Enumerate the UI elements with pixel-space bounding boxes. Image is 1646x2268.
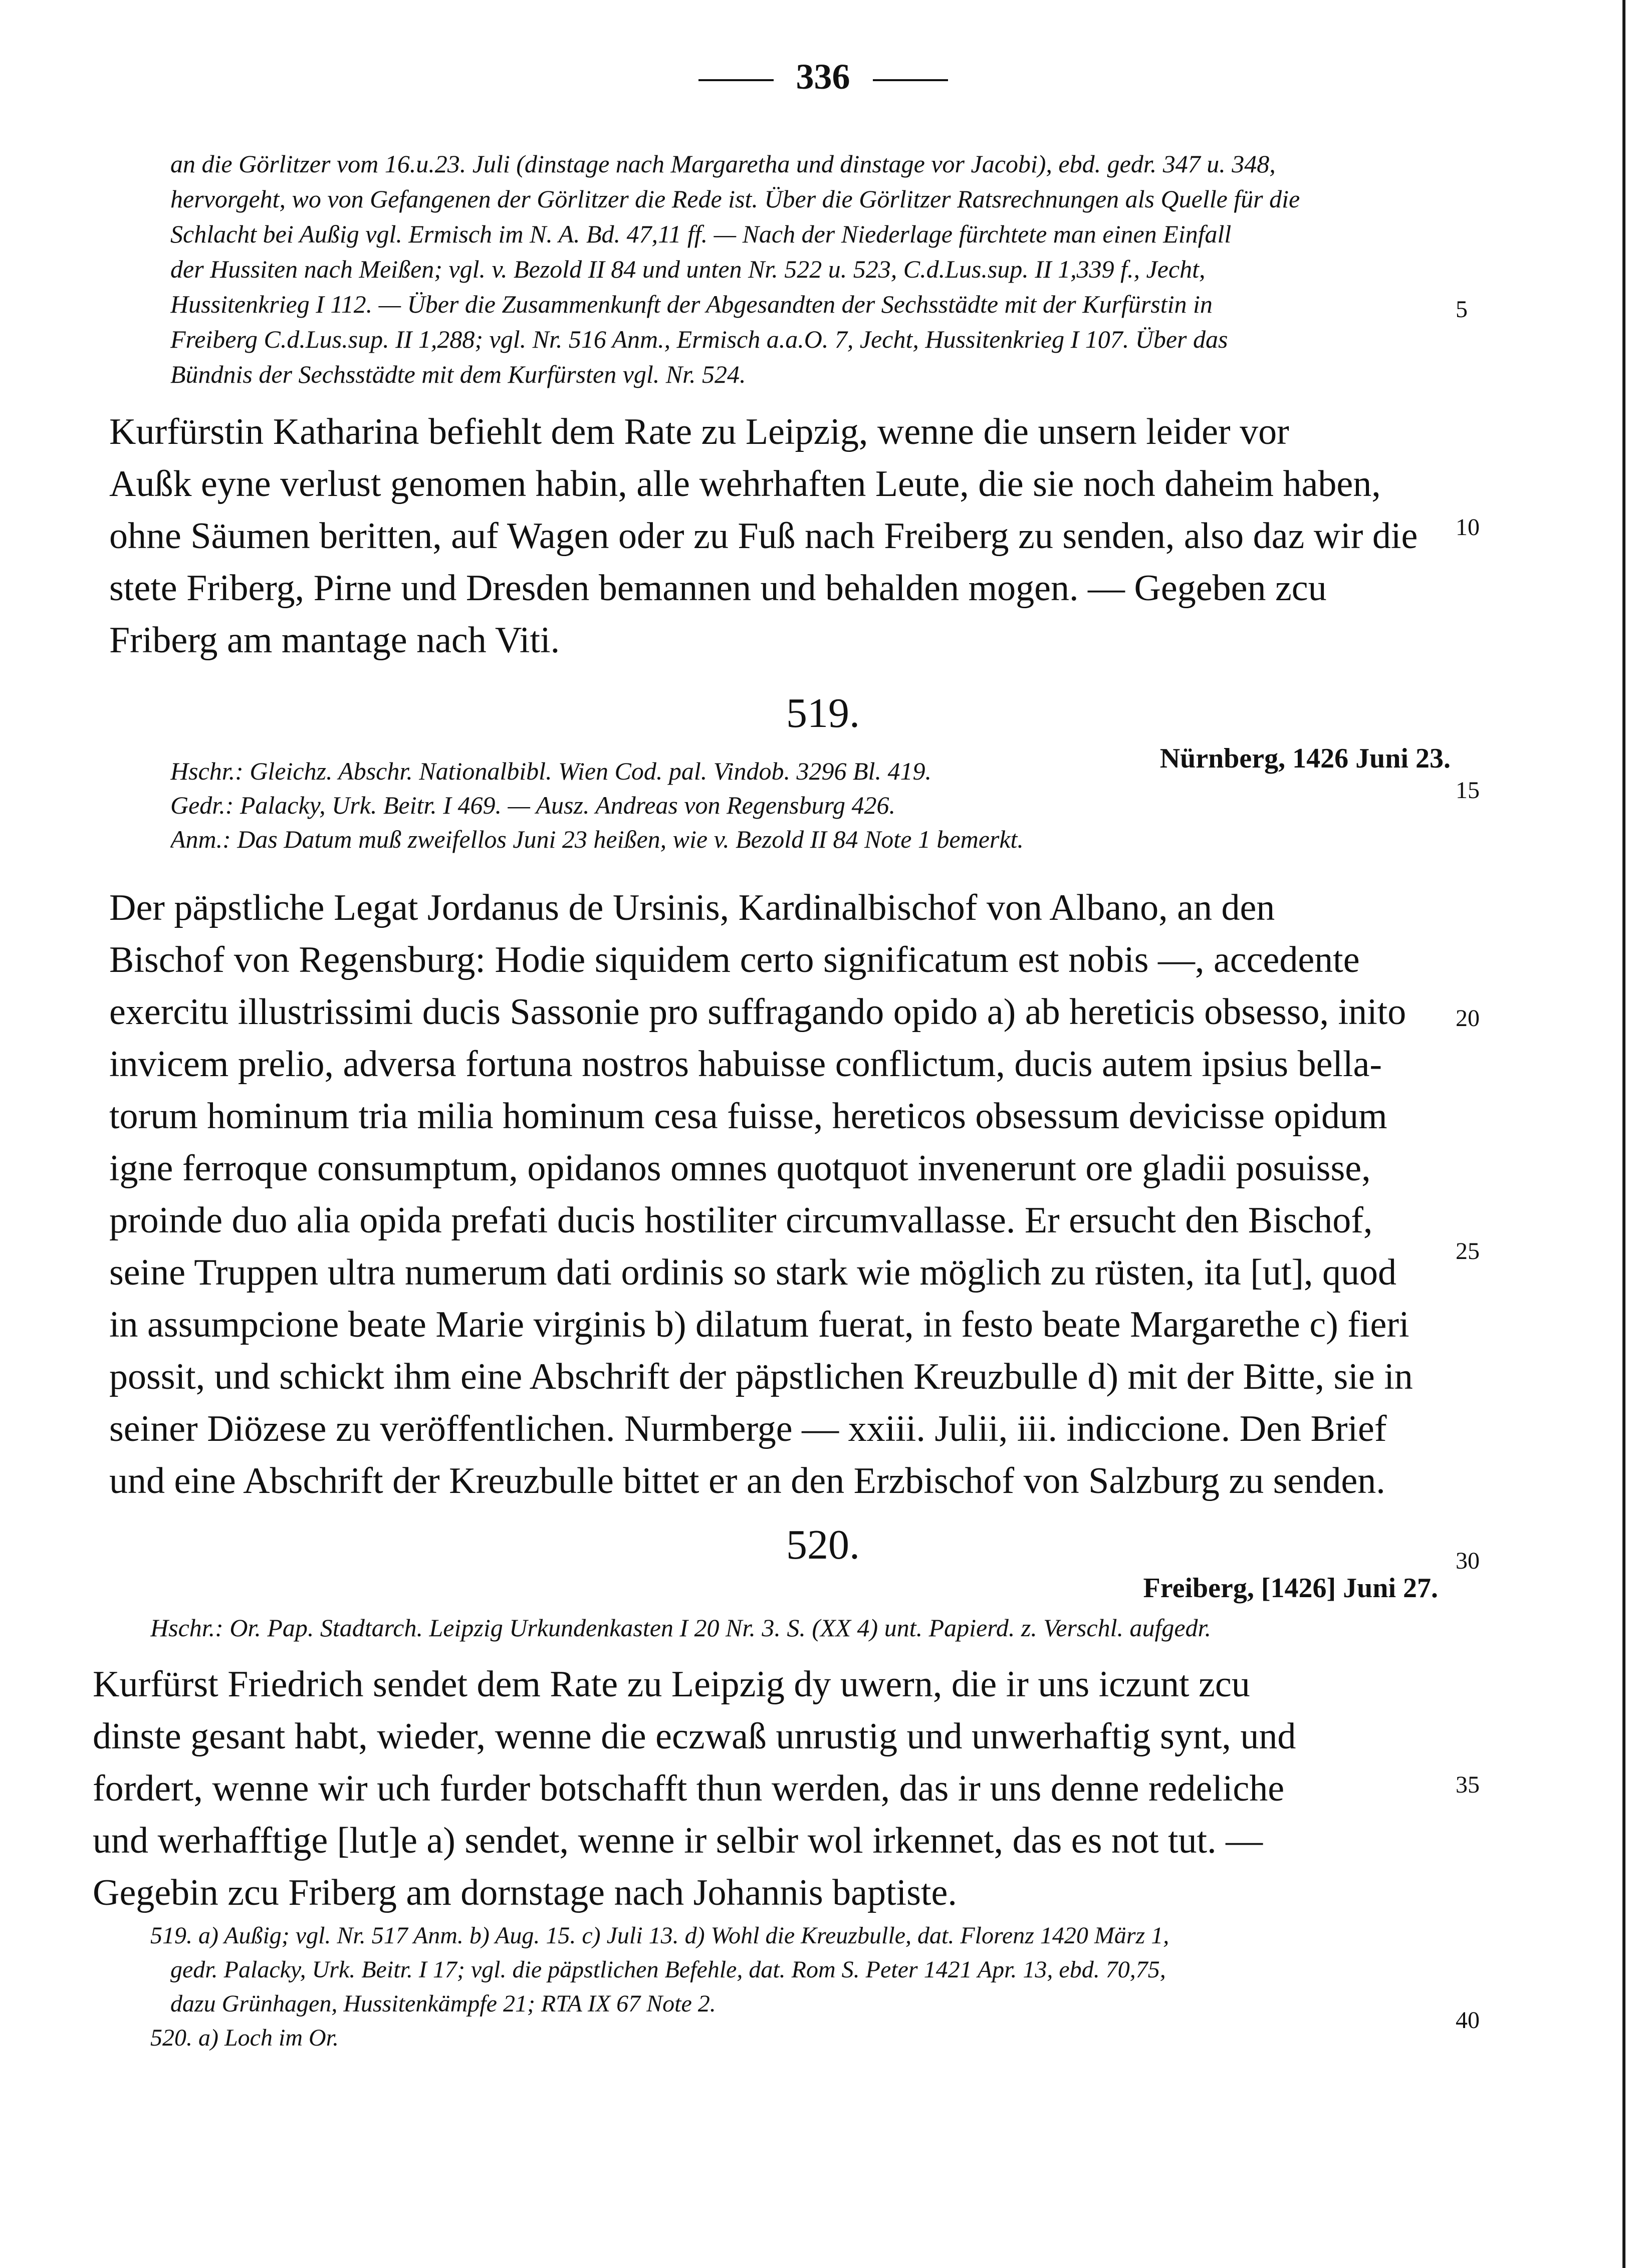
dateline-520: Freiberg, [1426] Juni 27. (1143, 1573, 1438, 1604)
scan-edge (1622, 0, 1625, 2268)
body-519 (109, 882, 1452, 1507)
page-header (0, 56, 1646, 98)
body-line: igne ferroque consumptum, opidanos omnes quotquot invenerunt ore gladii posuisse, (109, 1148, 1371, 1189)
source-meta-519 (170, 754, 1453, 856)
document-number-520: 520. (786, 1522, 860, 1568)
body-line: Kurfürst Friedrich sendet dem Rate zu Leipzig dy uwern, die ir uns iczunt zcu (93, 1664, 1250, 1705)
body-line: proinde duo alia opida prefati ducis hostiliter circumvallasse. Er ersucht den Bischof, (109, 1200, 1373, 1241)
footnote-line: gedr. Palacky, Urk. Beitr. I 17; vgl. die päpstlichen Befehle, dat. Rom S. Peter 1421 Apr. 13, ebd. 70,75, (170, 1956, 1166, 1983)
footnote-line: 519. a) Außig; vgl. Nr. 517 Anm. b) Aug. 15. c) Juli 13. d) Wohl die Kreuzbulle, dat. Florenz 1420 März 1, (150, 1922, 1169, 1949)
footnote-line: 520. a) Loch im Or. (150, 2025, 339, 2051)
intro-body-line: stete Friberg, Pirne und Dresden bemannen und behalden mogen. — Gegeben zcu (109, 568, 1327, 609)
source-meta-520 (150, 1611, 1453, 1645)
body-line: exercitu illustrissimi ducis Sassonie pro suffragando opido a) ab hereticis obsesso, inito (109, 991, 1406, 1033)
margin-line-number: 40 (1456, 2007, 1480, 2034)
header-rule-left (698, 79, 774, 81)
margin-line-number: 10 (1456, 514, 1480, 541)
page-number: 336 (796, 57, 850, 97)
body-line: Gegebin zcu Friberg am dornstage nach Johannis baptiste. (93, 1872, 957, 1913)
intro-body (109, 406, 1452, 666)
intro-body-line: Außk eyne verlust genomen habin, alle wehrhaften Leute, die sie noch daheim haben, (109, 463, 1381, 505)
body-line: seiner Diözese zu veröffentlichen. Nurmberge — xxiii. Julii, iii. indiccione. Den Brief (109, 1408, 1387, 1449)
intro-note-line: hervorgeht, wo von Gefangenen der Görlitzer die Rede ist. Über die Görlitzer Ratsrechnungen als Quelle für die (170, 185, 1300, 213)
margin-line-number: 15 (1456, 777, 1480, 804)
margin-line-number: 5 (1456, 296, 1468, 323)
footnotes (150, 1919, 1453, 2055)
body-line: und werhafftige [lut]e a) sendet, wenne ir selbir wol irkennet, das es not tut. — (93, 1820, 1263, 1861)
intro-note-line: Hussitenkrieg I 112. — Über die Zusammenkunft der Abgesandten der Sechsstädte mit der Kurfürstin in (170, 290, 1213, 318)
header-rule-right (873, 79, 948, 81)
body-line: in assumpcione beate Marie virginis b) dilatum fuerat, in festo beate Margarethe c) fieri (109, 1304, 1409, 1345)
body-line: und eine Abschrift der Kreuzbulle bittet er an den Erzbischof von Salzburg zu senden. (109, 1460, 1385, 1501)
intro-body-line: Kurfürstin Katharina befiehlt dem Rate zu Leipzig, wenne die unsern leider vor (109, 411, 1289, 452)
meta-line: Anm.: Das Datum muß zweifellos Juni 23 heißen, wie v. Bezold II 84 Note 1 bemerkt. (170, 825, 1024, 853)
body-line: torum hominum tria milia hominum cesa fuisse, hereticos obsessum devicisse opidum (109, 1096, 1387, 1137)
body-line: seine Truppen ultra numerum dati ordinis so stark wie möglich zu rüsten, ita [ut], quod (109, 1252, 1397, 1293)
body-line: dinste gesant habt, wieder, wenne die eczwaß unrustig und unwerhaftig synt, und (93, 1716, 1296, 1757)
intro-notes (170, 146, 1453, 392)
intro-note-line: Bündnis der Sechsstädte mit dem Kurfürsten vgl. Nr. 524. (170, 360, 746, 388)
meta-line: Gedr.: Palacky, Urk. Beitr. I 469. — Ausz. Andreas von Regensburg 426. (170, 791, 896, 819)
margin-line-number: 35 (1456, 1772, 1480, 1798)
dateline-519: Nürnberg, 1426 Juni 23. (1159, 743, 1451, 774)
body-520 (93, 1658, 1452, 1919)
meta-line: Hschr.: Gleichz. Abschr. Nationalbibl. Wien Cod. pal. Vindob. 3296 Bl. 419. (170, 757, 931, 785)
document-number-519: 519. (786, 690, 860, 736)
body-line: Bischof von Regensburg: Hodie siquidem certo significatum est nobis —, accedente (109, 939, 1360, 980)
intro-body-line: ohne Säumen beritten, auf Wagen oder zu Fuß nach Freiberg zu senden, also daz wir die (109, 516, 1418, 557)
body-line: invicem prelio, adversa fortuna nostros habuisse conflictum, ducis autem ipsius bella- (109, 1044, 1382, 1085)
footnote-line: dazu Grünhagen, Hussitenkämpfe 21; RTA IX 67 Note 2. (170, 1990, 716, 2017)
intro-note-line: Schlacht bei Außig vgl. Ermisch im N. A. Bd. 47,11 ff. — Nach der Niederlage fürchtete man einen Einfall (170, 220, 1232, 248)
body-line: fordert, wenne wir uch furder botschafft thun werden, das ir uns denne redeliche (93, 1768, 1285, 1809)
intro-body-line: Friberg am mantage nach Viti. (109, 620, 560, 661)
margin-line-number: 20 (1456, 1005, 1480, 1032)
body-line: Der päpstliche Legat Jordanus de Ursinis, Kardinalbischof von Albano, an den (109, 887, 1275, 928)
margin-line-number: 25 (1456, 1238, 1480, 1265)
intro-note-line: an die Görlitzer vom 16.u.23. Juli (dinstage nach Margaretha und dinstage vor Jacobi), ebd. gedr. 347 u. 348, (170, 150, 1276, 178)
intro-note-line: der Hussiten nach Meißen; vgl. v. Bezold II 84 und unten Nr. 522 u. 523, C.d.Lus.sup. II 1,339 f., Jecht, (170, 255, 1206, 283)
margin-line-number: 30 (1456, 1548, 1480, 1574)
meta-line: Hschr.: Or. Pap. Stadtarch. Leipzig Urkundenkasten I 20 Nr. 3. S. (XX 4) unt. Papierd. z. Verschl. aufgedr. (150, 1614, 1211, 1642)
intro-note-line: Freiberg C.d.Lus.sup. II 1,288; vgl. Nr. 516 Anm., Ermisch a.a.O. 7, Jecht, Hussitenkrieg I 107. Über das (170, 325, 1228, 353)
body-line: possit, und schickt ihm eine Abschrift der päpstlichen Kreuzbulle d) mit der Bitte, sie in (109, 1356, 1413, 1397)
